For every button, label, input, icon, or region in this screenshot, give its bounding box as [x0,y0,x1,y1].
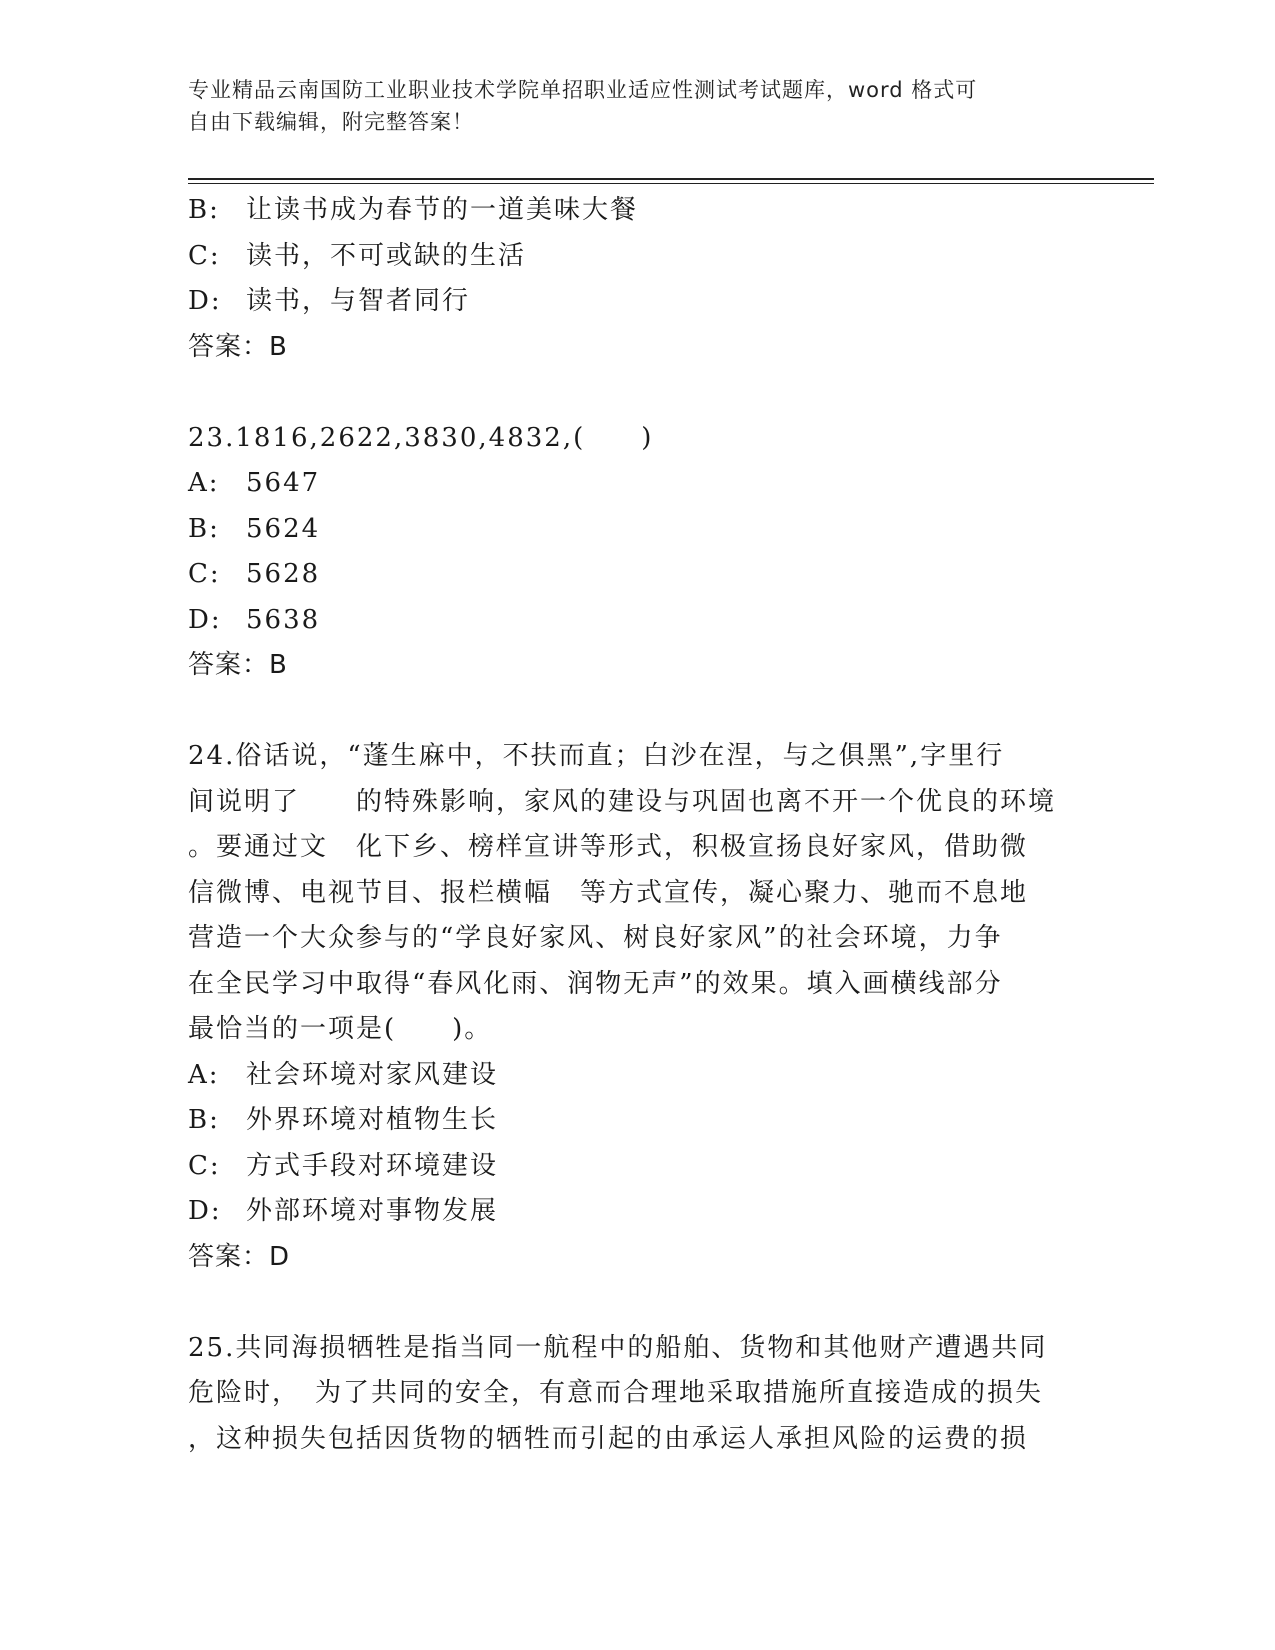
question-stem-line: 在全民学习中取得“春风化雨、润物无声”的效果。填入画横线部分 [188,968,1003,999]
option-text: 外部环境对事物发展 [246,1196,499,1226]
option-text: 社会环境对家风建设 [246,1059,499,1090]
header-divider-thin [188,183,1154,184]
option-key: D: [188,604,222,635]
option-key: B: [188,1105,220,1135]
option-a [188,461,1088,507]
header-line-1: 专业精品云南国防工业职业技术学院单招职业适应性测试考试题库，word 格式可 [188,78,978,102]
option-b [188,188,1088,234]
header-divider-thick [188,178,1154,180]
option-key: B: [188,513,220,544]
option-text: 让读书成为春节的一道美味大餐 [246,195,639,225]
option-text: 读书，与智者同行 [246,286,471,316]
option-c [188,234,1088,280]
option-key: D: [188,1196,222,1226]
question-stem-line: 信微博、电视节目、报栏横幅 等方式宣传，凝心聚力、驰而不息地 [188,877,1029,908]
option-text: 5647 [246,468,321,498]
option-d [188,598,1088,644]
question-stem-line: 营造一个大众参与的“学良好家风、树良好家风”的社会环境，力争 [188,923,1003,953]
option-d [188,279,1088,325]
option-key: D: [188,286,222,316]
option-text: 方式手段对环境建设 [246,1150,499,1181]
option-key: C: [188,1150,221,1181]
answer-line: 答案：D [188,1241,291,1272]
option-key: A: [188,1059,220,1090]
question-stem: 23.1816,2622,3830,4832,( ) [188,422,654,453]
question-stem-line: 最恰当的一项是( )。 [188,1014,493,1044]
option-key: C: [188,240,221,271]
question-stem-line: ，这种损失包括因货物的牺牲而引起的由承运人承担风险的运费的损 [188,1423,1029,1454]
header-line-2: 自由下载编辑，附完整答案！ [188,110,474,134]
option-b [188,507,1088,553]
option-key: B: [188,195,220,225]
question-24 [188,734,1088,1280]
question-25 [188,1326,1088,1463]
spacer [188,370,1088,416]
question-stem-line: 24.俗话说，“蓬生麻中，不扶而直；白沙在涅，与之俱黑”,字里行 [188,741,1005,771]
question-22-options [188,188,1088,370]
question-stem-line: 。要通过文 化下乡、榜样宣讲等形式，积极宣扬良好家风，借助微 [188,832,1029,862]
answer-line: 答案：B [188,331,288,362]
question-stem-line: 25.共同海损牺牲是指当同一航程中的船舶、货物和其他财产遭遇共同 [188,1332,1048,1363]
spacer [188,1280,1088,1326]
question-stem-line: 间说明了 的特殊影响，家风的建设与巩固也离不开一个优良的环境 [188,786,1057,817]
question-23 [188,416,1088,689]
option-c [188,552,1088,598]
option-d [188,1189,1088,1235]
option-text: 5638 [246,604,321,635]
option-text: 读书，不可或缺的生活 [246,240,527,271]
spacer [188,689,1088,735]
question-content [188,188,1088,1462]
option-text: 5624 [246,513,321,544]
question-stem-line: 危险时， 为了共同的安全，有意而合理地采取措施所直接造成的损失 [188,1378,1044,1408]
option-b [188,1098,1088,1144]
option-text: 外界环境对植物生长 [246,1105,499,1135]
option-key: A: [188,468,220,498]
answer-line: 答案：B [188,650,288,680]
option-key: C: [188,559,221,589]
option-text: 5628 [246,559,321,589]
option-c [188,1144,1088,1190]
option-a [188,1053,1088,1099]
page-header [188,74,1068,138]
